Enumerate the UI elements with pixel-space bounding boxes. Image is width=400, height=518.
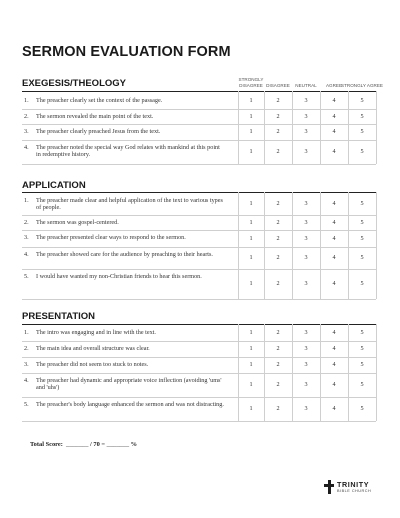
- column-header-4: STRONGLY AGREE: [341, 82, 383, 88]
- section-title: EXEGESIS/THEOLOGY: [22, 78, 126, 89]
- row-divider: [22, 230, 376, 231]
- rating-option[interactable]: 1: [249, 148, 253, 155]
- column-divider: [376, 324, 377, 421]
- rating-option[interactable]: 5: [360, 219, 364, 226]
- question-number: 4.: [24, 251, 29, 258]
- rating-option[interactable]: 3: [304, 361, 308, 368]
- rating-option[interactable]: 3: [304, 345, 308, 352]
- row-divider: [22, 269, 376, 270]
- question-text: The preacher made clear and helpful application of the text to various types of people.: [36, 197, 223, 212]
- section-divider: [22, 324, 376, 325]
- total-score-max: 70: [93, 441, 100, 448]
- column-divider: [348, 192, 349, 299]
- total-percent-blank[interactable]: _______: [106, 441, 130, 448]
- logo-subtitle: BIBLE CHURCH: [337, 488, 372, 493]
- rating-option[interactable]: 1: [249, 405, 253, 412]
- rating-option[interactable]: 1: [249, 97, 253, 104]
- question-number: 4.: [24, 377, 29, 384]
- question-text: The preacher noted the special way God relates with mankind at this point in redemptive history.: [36, 144, 220, 159]
- rating-option[interactable]: 4: [332, 381, 336, 388]
- rating-option[interactable]: 1: [249, 361, 253, 368]
- row-divider: [22, 215, 376, 216]
- rating-option[interactable]: 3: [304, 405, 308, 412]
- rating-option[interactable]: 2: [276, 361, 280, 368]
- rating-option[interactable]: 1: [249, 329, 253, 336]
- question-number: 2.: [24, 219, 29, 226]
- column-divider: [292, 192, 293, 299]
- rating-option[interactable]: 3: [304, 219, 308, 226]
- column-divider: [376, 192, 377, 299]
- rating-option[interactable]: 3: [304, 148, 308, 155]
- column-divider: [264, 91, 265, 164]
- question-text: The preacher clearly preached Jesus from the text.: [36, 128, 161, 135]
- column-divider: [238, 192, 239, 299]
- rating-option[interactable]: 4: [332, 405, 336, 412]
- question-number: 2.: [24, 345, 29, 352]
- rating-option[interactable]: 3: [304, 329, 308, 336]
- rating-option[interactable]: 5: [360, 280, 364, 287]
- rating-option[interactable]: 2: [276, 128, 280, 135]
- row-divider: [22, 357, 376, 358]
- rating-option[interactable]: 2: [276, 219, 280, 226]
- rating-option[interactable]: 1: [249, 235, 253, 242]
- question-text: The preacher clearly set the context of the passage.: [36, 97, 163, 104]
- question-text: The intro was engaging and in line with the text.: [36, 329, 156, 336]
- rating-option[interactable]: 4: [332, 128, 336, 135]
- rating-option[interactable]: 5: [360, 200, 364, 207]
- section-title: APPLICATION: [22, 180, 86, 191]
- rating-option[interactable]: 4: [332, 219, 336, 226]
- rating-option[interactable]: 3: [304, 280, 308, 287]
- rating-option[interactable]: 4: [332, 97, 336, 104]
- total-score-label: Total Score:: [30, 441, 63, 448]
- rating-option[interactable]: 4: [332, 329, 336, 336]
- row-divider: [22, 373, 376, 374]
- column-divider: [238, 91, 239, 164]
- rating-option[interactable]: 5: [360, 405, 364, 412]
- rating-option[interactable]: 1: [249, 345, 253, 352]
- row-divider: [22, 299, 376, 300]
- rating-option[interactable]: 4: [332, 254, 336, 261]
- rating-option[interactable]: 3: [304, 381, 308, 388]
- rating-option[interactable]: 2: [276, 329, 280, 336]
- rating-option[interactable]: 1: [249, 128, 253, 135]
- column-header-1: DISAGREE: [266, 82, 290, 88]
- question-number: 5.: [24, 273, 29, 280]
- column-header-0: STRONGLY DISAGREE: [238, 77, 264, 88]
- question-text: The preacher had dynamic and appropriate voice inflection (avoiding 'ums' and 'uhs'): [36, 377, 222, 392]
- rating-option[interactable]: 5: [360, 113, 364, 120]
- rating-option[interactable]: 2: [276, 381, 280, 388]
- rating-option[interactable]: 3: [304, 254, 308, 261]
- column-header-2: NEUTRAL: [295, 82, 317, 88]
- rating-option[interactable]: 3: [304, 97, 308, 104]
- rating-option[interactable]: 2: [276, 235, 280, 242]
- column-header-3: AGREE: [325, 82, 343, 88]
- total-score-slash: /: [90, 441, 92, 448]
- rating-option[interactable]: 2: [276, 345, 280, 352]
- question-text: The preacher showed care for the audience by preaching to their hearts.: [36, 251, 213, 258]
- rating-option[interactable]: 5: [360, 148, 364, 155]
- row-divider: [22, 341, 376, 342]
- question-number: 1.: [24, 197, 29, 204]
- rating-option[interactable]: 5: [360, 381, 364, 388]
- rating-option[interactable]: 4: [332, 200, 336, 207]
- page-title: SERMON EVALUATION FORM: [22, 44, 231, 60]
- rating-option[interactable]: 5: [360, 345, 364, 352]
- row-divider: [22, 397, 376, 398]
- question-text: The preacher did not seem too stuck to notes.: [36, 361, 149, 368]
- cross-icon: [324, 480, 334, 494]
- rating-option[interactable]: 3: [304, 200, 308, 207]
- row-divider: [22, 247, 376, 248]
- rating-option[interactable]: 1: [249, 219, 253, 226]
- section-title: PRESENTATION: [22, 311, 96, 322]
- question-number: 3.: [24, 128, 29, 135]
- rating-option[interactable]: 5: [360, 97, 364, 104]
- row-divider: [22, 421, 376, 422]
- question-number: 3.: [24, 234, 29, 241]
- rating-option[interactable]: 3: [304, 235, 308, 242]
- rating-option[interactable]: 4: [332, 345, 336, 352]
- column-divider: [348, 91, 349, 164]
- total-score-blank[interactable]: _______: [66, 441, 89, 448]
- section-divider: [22, 91, 376, 92]
- question-text: The sermon was gospel-centered.: [36, 219, 119, 226]
- rating-option[interactable]: 2: [276, 148, 280, 155]
- question-text: The sermon revealed the main point of the text.: [36, 113, 154, 120]
- rating-option[interactable]: 4: [332, 280, 336, 287]
- row-divider: [22, 109, 376, 110]
- rating-option[interactable]: 1: [249, 254, 253, 261]
- rating-option[interactable]: 1: [249, 381, 253, 388]
- question-number: 2.: [24, 113, 29, 120]
- rating-option[interactable]: 5: [360, 329, 364, 336]
- question-text: The preacher presented clear ways to respond to the sermon.: [36, 234, 186, 241]
- rating-option[interactable]: 2: [276, 280, 280, 287]
- total-score: [30, 441, 137, 448]
- church-logo: [324, 480, 371, 494]
- column-divider: [320, 91, 321, 164]
- rating-option[interactable]: 1: [249, 113, 253, 120]
- rating-option[interactable]: 2: [276, 97, 280, 104]
- question-number: 3.: [24, 361, 29, 368]
- rating-option[interactable]: 2: [276, 254, 280, 261]
- row-divider: [22, 164, 376, 165]
- rating-option[interactable]: 4: [332, 235, 336, 242]
- column-divider: [376, 91, 377, 164]
- section-divider: [22, 192, 376, 193]
- logo-name: TRINITY: [337, 479, 370, 489]
- total-score-equals: =: [101, 441, 106, 448]
- rating-option[interactable]: 3: [304, 128, 308, 135]
- rating-option[interactable]: 2: [276, 200, 280, 207]
- column-divider: [264, 192, 265, 299]
- question-text: The preacher's body language enhanced the sermon and was not distracting.: [36, 401, 224, 408]
- column-divider: [292, 91, 293, 164]
- question-text: I would have wanted my non-Christian friends to hear this sermon.: [36, 273, 202, 280]
- rating-option[interactable]: 4: [332, 148, 336, 155]
- rating-option[interactable]: 2: [276, 113, 280, 120]
- question-number: 4.: [24, 144, 29, 151]
- row-divider: [22, 124, 376, 125]
- rating-option[interactable]: 2: [276, 405, 280, 412]
- question-text: The main idea and overall structure was clear.: [36, 345, 150, 352]
- rating-option[interactable]: 5: [360, 361, 364, 368]
- rating-option[interactable]: 5: [360, 128, 364, 135]
- question-number: 5.: [24, 401, 29, 408]
- rating-option[interactable]: 1: [249, 280, 253, 287]
- question-number: 1.: [24, 97, 29, 104]
- rating-option[interactable]: 5: [360, 235, 364, 242]
- rating-option[interactable]: 4: [332, 113, 336, 120]
- total-percent-sign: %: [130, 441, 138, 448]
- row-divider: [22, 140, 376, 141]
- rating-option[interactable]: 3: [304, 113, 308, 120]
- rating-option[interactable]: 5: [360, 254, 364, 261]
- question-number: 1.: [24, 329, 29, 336]
- rating-option[interactable]: 1: [249, 200, 253, 207]
- column-divider: [320, 192, 321, 299]
- rating-option[interactable]: 4: [332, 361, 336, 368]
